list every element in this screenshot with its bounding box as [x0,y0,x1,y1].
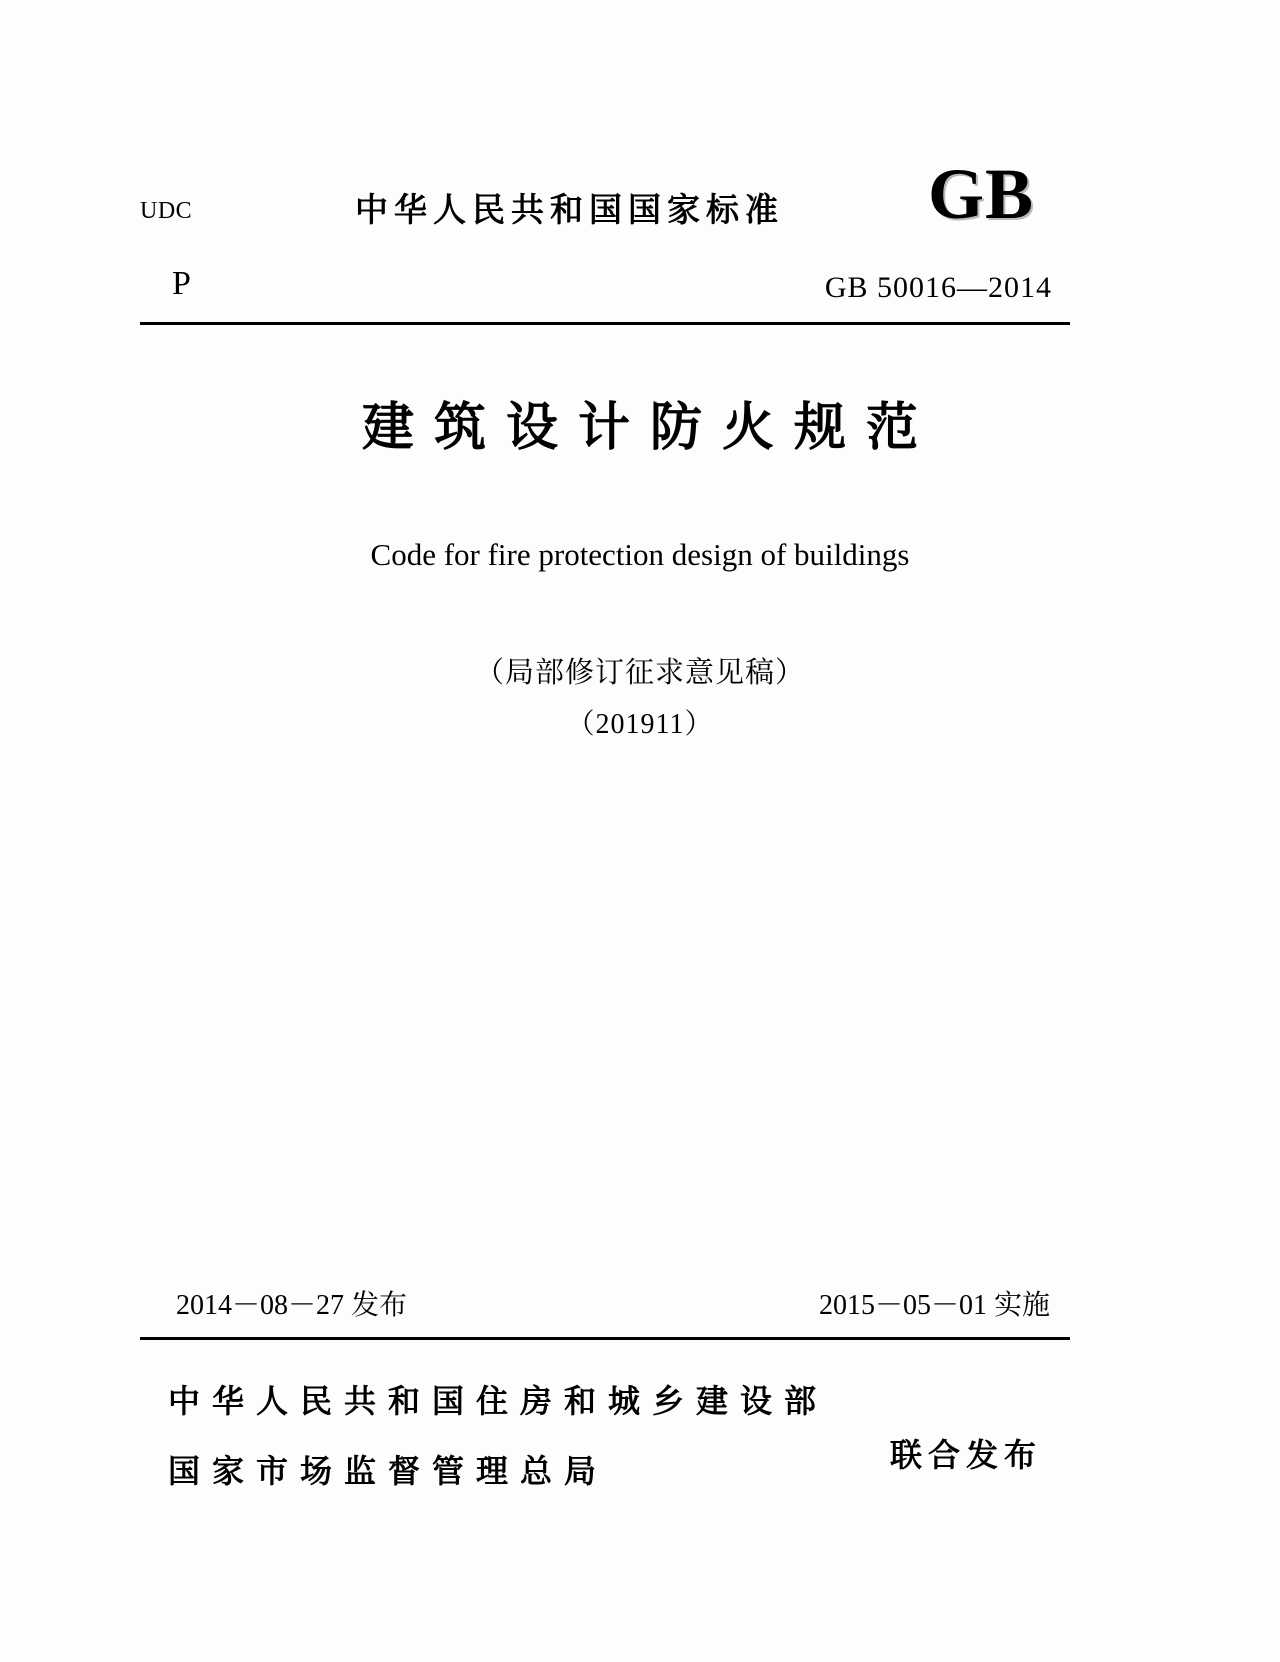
national-standard-title: 中华人民共和国国家标准 [355,190,784,229]
header-divider [140,322,1070,325]
document-title-en: Code for fire protection design of buildings [370,537,910,572]
document-title-cn: 建筑设计防火规范 [361,398,938,458]
code-row [140,265,1070,321]
subtitle-revision: （局部修订征求意见稿） [474,657,805,689]
joint-publish-label: 联合发布 [890,1436,1043,1474]
publisher-line-1: 中华人民共和国住房和城乡建设部 [168,1382,829,1420]
issue-date: 2014－08－27 发布 [176,1290,408,1321]
footer-divider [140,1337,1070,1340]
standard-number: GB 50016—2014 [824,271,1052,304]
publisher-block [140,1368,1080,1528]
publisher-line-2: 国家市场监督管理总局 [168,1452,609,1490]
classification-letter: P [172,265,191,302]
date-row [140,1283,1070,1327]
gb-mark: GB [927,154,1034,234]
subtitle-version: （201911） [566,709,714,740]
effective-date: 2015－05－01 实施 [818,1290,1050,1321]
udc-label: UDC [140,198,193,224]
cover-header [140,154,1070,240]
